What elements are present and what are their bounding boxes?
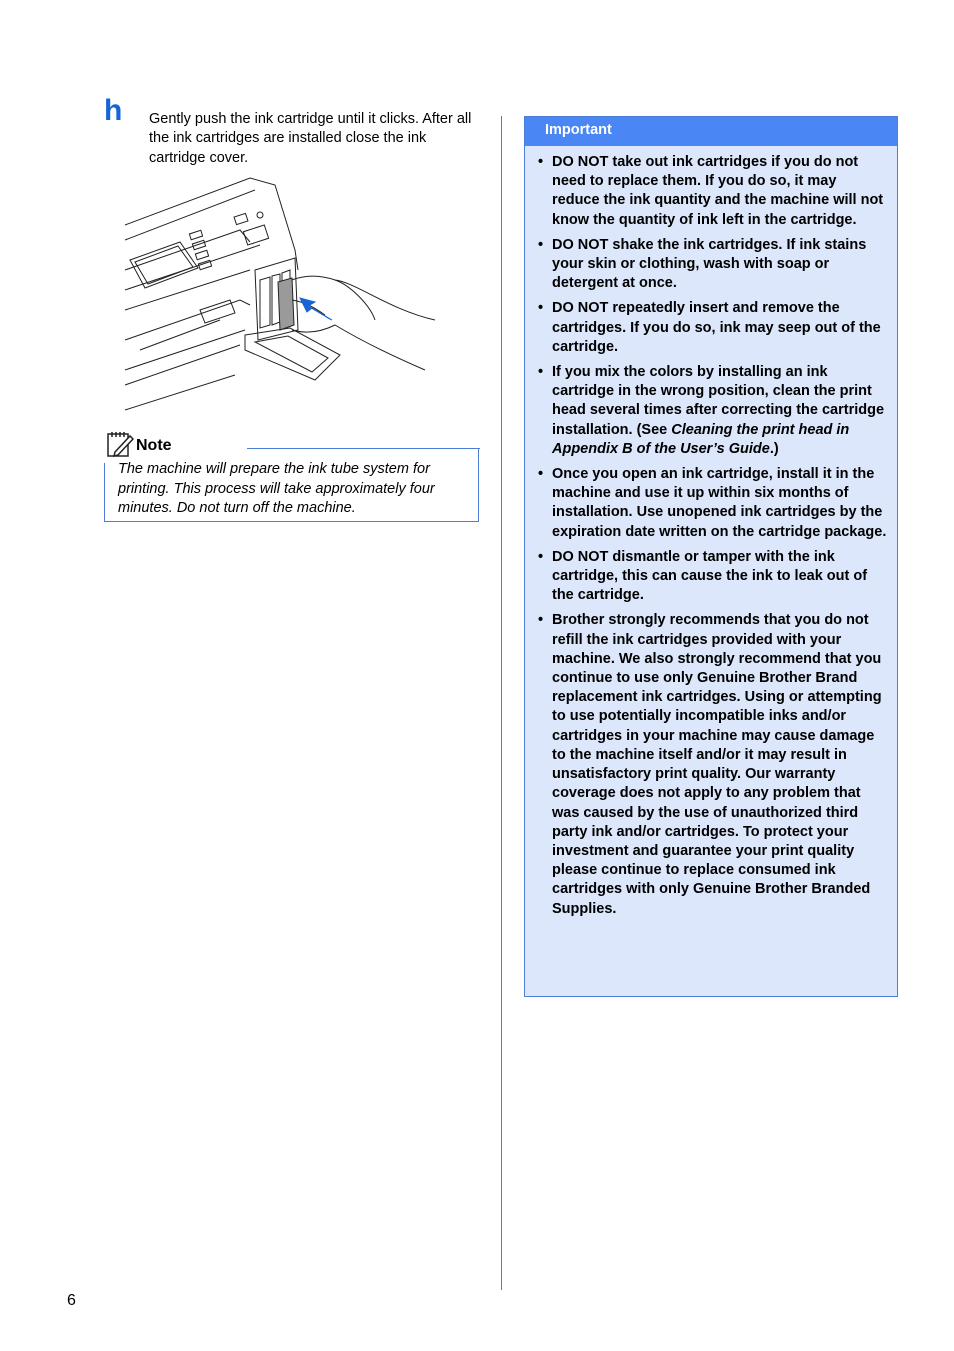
- guide-reference: Cleaning the print head in Appendix B of the User’s Guide: [552, 421, 850, 457]
- step-letter: h: [104, 94, 123, 127]
- page-number: 6: [67, 1292, 76, 1309]
- bullet: •: [538, 300, 544, 317]
- bullet: •: [538, 466, 544, 483]
- note-box-left-edge: [104, 463, 105, 522]
- list-item-text: If you mix the colors by installing an ink cartridge in the wrong position, clean the print head several times after correcting the cartridge installation. (See: [552, 364, 885, 438]
- list-item-text: DO NOT take out ink cartridges if you do not need to replace them. If you do so, it may reduce the ink quantity and the machine will not know the quantity of ink left in the cartridge.: [552, 154, 884, 228]
- note-text: The machine will prepare the ink tube system for printing. This process will take approximately four minutes. Do not turn off the machine.: [118, 461, 435, 516]
- list-item: [538, 153, 887, 230]
- bullet: •: [538, 612, 544, 629]
- important-list: [525, 146, 897, 919]
- list-item: [538, 299, 887, 357]
- list-item: [538, 363, 887, 459]
- list-item: [538, 548, 887, 606]
- list-item-text: DO NOT repeatedly insert and remove the cartridges. If you do so, ink may seep out of the cartridge.: [552, 300, 881, 355]
- list-item: [538, 236, 887, 294]
- important-box: [524, 116, 898, 997]
- list-item-text: DO NOT shake the ink cartridges. If ink stains your skin or clothing, wash with soap or detergent at once.: [552, 236, 867, 292]
- bullet: •: [538, 548, 544, 565]
- note-title: Note: [136, 437, 172, 454]
- column-divider: [501, 116, 502, 1290]
- list-item-text-end: .): [769, 440, 779, 457]
- list-item-text: Brother strongly recommends that you do not refill the ink cartridges provided with your machine. We also strongly recommend that you continue to use only Genuine Brother Brand replacement ink cartridges. Using or attempting to use potentially incompatible inks and/or cartridges in your machine may cause damage to the machine itself and/or it may result in unsatisfactory print quality. Our warranty coverage does not apply to any problem that was caused by the use of unauthorized third party ink and/or cartridges. To protect your investment and guarantee your print quality please continue to replace consumed ink cartridges with only Genuine Brother Branded Supplies.: [552, 612, 882, 917]
- bullet: •: [538, 364, 544, 381]
- bullet: •: [538, 236, 544, 253]
- bullet: •: [538, 154, 544, 170]
- list-item-text: Once you open an ink cartridge, install it in the machine and use it up within six months of installation. Use unopened ink cartridges by the expiration date written on the cartridge package.: [552, 466, 887, 540]
- list-item-text: DO NOT dismantle or tamper with the ink cartridge, this can cause the ink to leak out of the cartridge.: [552, 548, 868, 604]
- list-item: [538, 611, 887, 918]
- step-instruction: Gently push the ink cartridge until it clicks. After all the ink cartridges are installed close the ink cartridge cover.: [149, 111, 472, 166]
- important-title: Important: [525, 117, 897, 146]
- list-item: [538, 465, 887, 542]
- printer-ink-cartridge-illustration: [120, 170, 440, 420]
